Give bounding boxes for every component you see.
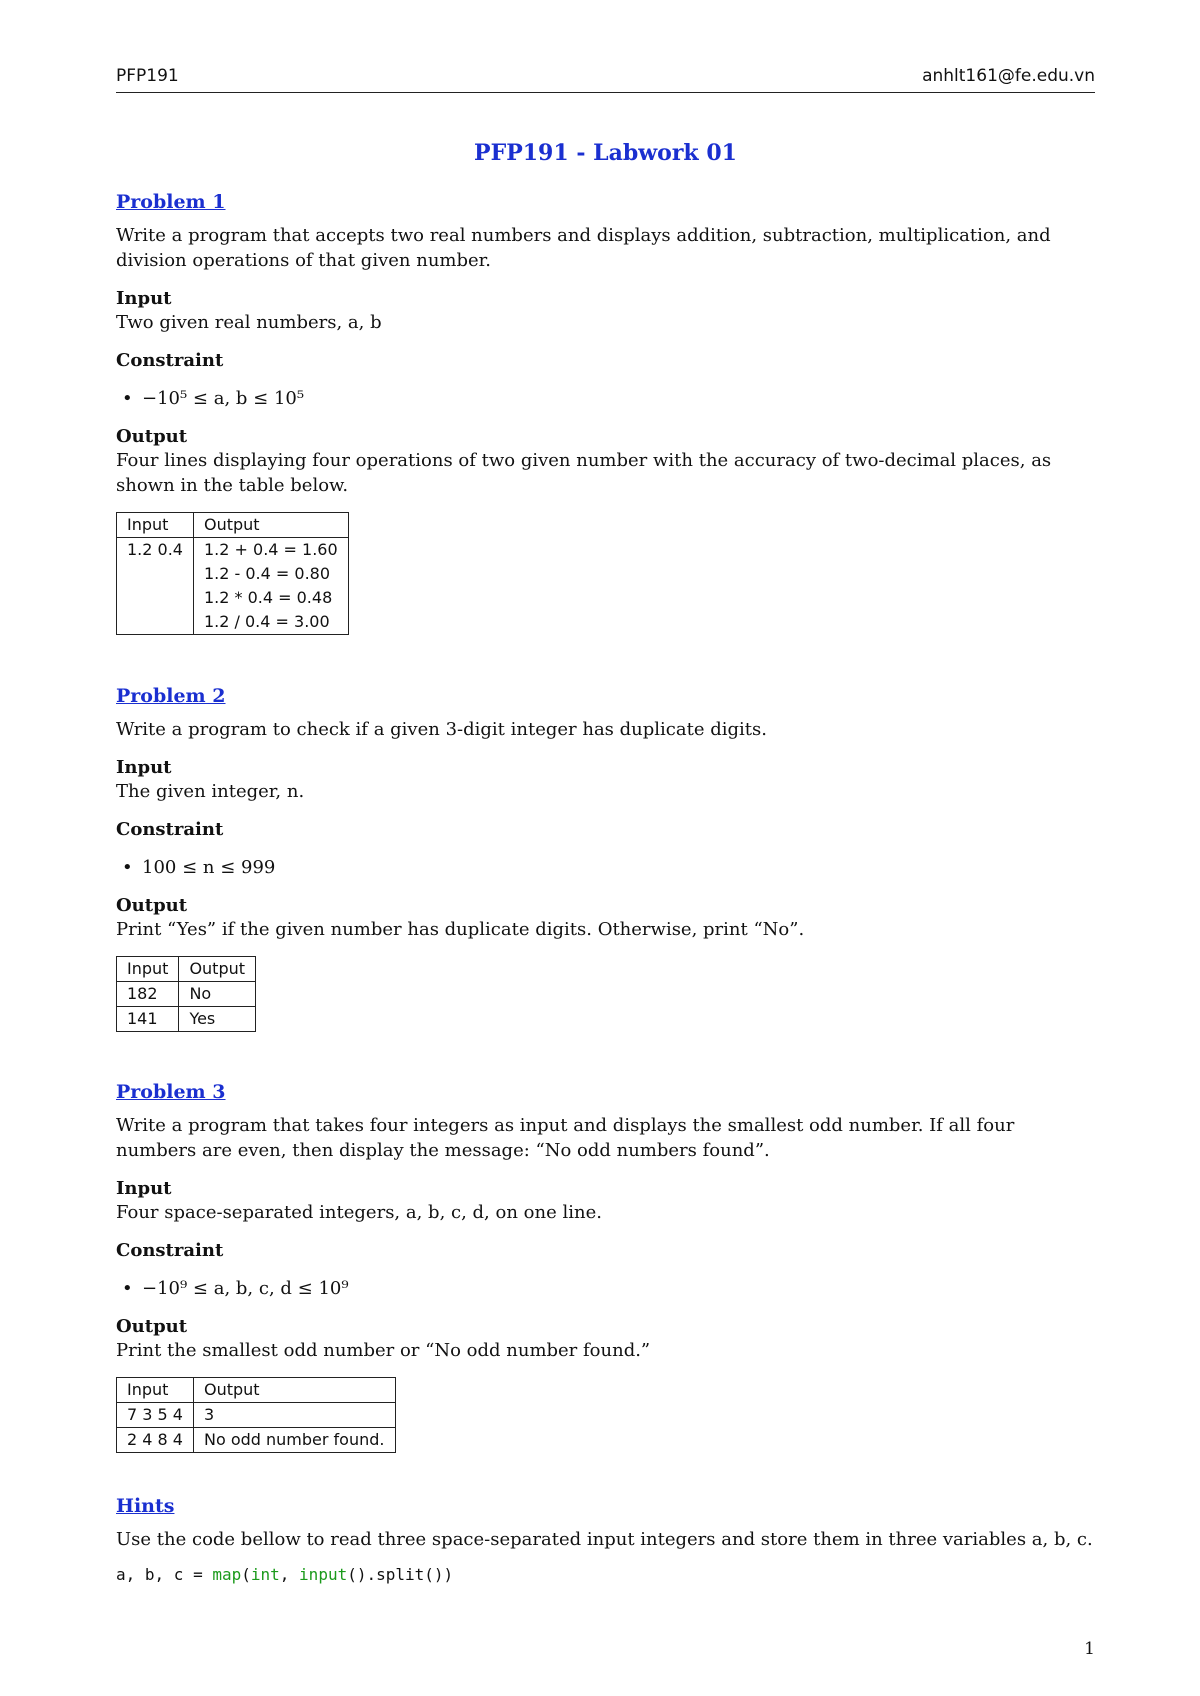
table-cell: Yes (179, 1007, 256, 1032)
table-row (117, 1403, 396, 1428)
table-cell-output: 1.2 + 0.4 = 1.60 (193, 538, 348, 563)
problem-2-input-heading: Input (116, 757, 172, 778)
problem-1 (116, 190, 1095, 635)
table-header: Output (193, 513, 348, 538)
table-header: Output (179, 957, 256, 982)
problem-2-input-text: The given integer, n. (116, 781, 305, 802)
table-row (117, 982, 256, 1007)
problem-3-link[interactable]: Problem 3 (116, 1081, 226, 1103)
table-cell: No (179, 982, 256, 1007)
table-cell: 182 (117, 982, 179, 1007)
problem-3-io-table (116, 1377, 396, 1453)
problem-2-io-table (116, 956, 256, 1032)
problem-3-input-heading: Input (116, 1178, 172, 1199)
problem-1-io-table (116, 512, 349, 635)
problem-1-link[interactable]: Problem 1 (116, 191, 226, 213)
code-map-keyword: map (212, 1565, 242, 1584)
table-cell: 7 3 5 4 (117, 1403, 194, 1428)
header-course: PFP191 (116, 66, 179, 86)
problem-2-constraint: • 100 ≤ n ≤ 999 (116, 855, 1095, 880)
table-cell-input: 1.2 0.4 (117, 538, 194, 635)
code-sep: , (279, 1565, 300, 1584)
hints-text: Use the code bellow to read three space-separated input integers and store them in three variables a, b, c. (116, 1529, 1093, 1550)
code-tail: ().split()) (347, 1565, 454, 1584)
problem-3-output-text: Print the smallest odd number or “No odd number found.” (116, 1340, 651, 1361)
problem-1-constraint: • −10⁵ ≤ a, b ≤ 10⁵ (116, 386, 1095, 411)
problem-3-constraint-heading: Constraint (116, 1240, 224, 1261)
table-row (117, 1007, 256, 1032)
table-header: Input (117, 513, 194, 538)
problem-1-output-text: Four lines displaying four operations of two given number with the accuracy of two-decimal places, as shown in the table below. (116, 450, 1052, 496)
table-header: Input (117, 957, 179, 982)
table-cell-output: 1.2 / 0.4 = 3.00 (193, 610, 348, 635)
table-cell: 2 4 8 4 (117, 1428, 194, 1453)
problem-3-description: Write a program that takes four integers as input and displays the smallest odd number. If all four numbers are even, then display the message: “No odd numbers found”. (116, 1115, 1015, 1161)
table-cell: 3 (193, 1403, 395, 1428)
problem-1-output-heading: Output (116, 426, 188, 447)
hints-section (116, 1494, 1095, 1587)
table-cell-output: 1.2 * 0.4 = 0.48 (193, 586, 348, 610)
page-title: PFP191 - Labwork 01 (474, 140, 737, 166)
problem-1-constraint-heading: Constraint (116, 350, 224, 371)
problem-2-constraint-heading: Constraint (116, 819, 224, 840)
table-cell: 141 (117, 1007, 179, 1032)
running-header (116, 64, 1095, 93)
page-number: 1 (1084, 1639, 1095, 1659)
problem-2-link[interactable]: Problem 2 (116, 685, 226, 707)
problem-3-constraint: • −10⁹ ≤ a, b, c, d ≤ 10⁹ (116, 1276, 1095, 1301)
problem-3 (116, 1080, 1095, 1453)
table-cell: No odd number found. (193, 1428, 395, 1453)
table-row (117, 1428, 396, 1453)
code-paren: ( (241, 1565, 251, 1584)
problem-2-output-text: Print “Yes” if the given number has duplicate digits. Otherwise, print “No”. (116, 919, 805, 940)
hints-link[interactable]: Hints (116, 1495, 175, 1517)
problem-2-output-heading: Output (116, 895, 188, 916)
problem-3-input-text: Four space-separated integers, a, b, c, d, on one line. (116, 1202, 602, 1223)
table-header: Input (117, 1378, 194, 1403)
problem-1-input-heading: Input (116, 288, 172, 309)
header-email: anhlt161@fe.edu.vn (922, 66, 1095, 86)
table-cell-output: 1.2 - 0.4 = 0.80 (193, 562, 348, 586)
problem-2 (116, 684, 1095, 1032)
code-lhs: a, b, c = (116, 1565, 213, 1584)
code-input-keyword: input (299, 1565, 348, 1584)
problem-3-output-heading: Output (116, 1316, 188, 1337)
code-int-keyword: int (250, 1565, 280, 1584)
problem-2-description: Write a program to check if a given 3-digit integer has duplicate digits. (116, 719, 767, 740)
problem-1-description: Write a program that accepts two real numbers and displays addition, subtraction, multiplication, and division operations of that given number. (116, 225, 1051, 271)
code-snippet (116, 1562, 1095, 1587)
problem-1-input-text: Two given real numbers, a, b (116, 312, 382, 333)
table-header: Output (193, 1378, 395, 1403)
